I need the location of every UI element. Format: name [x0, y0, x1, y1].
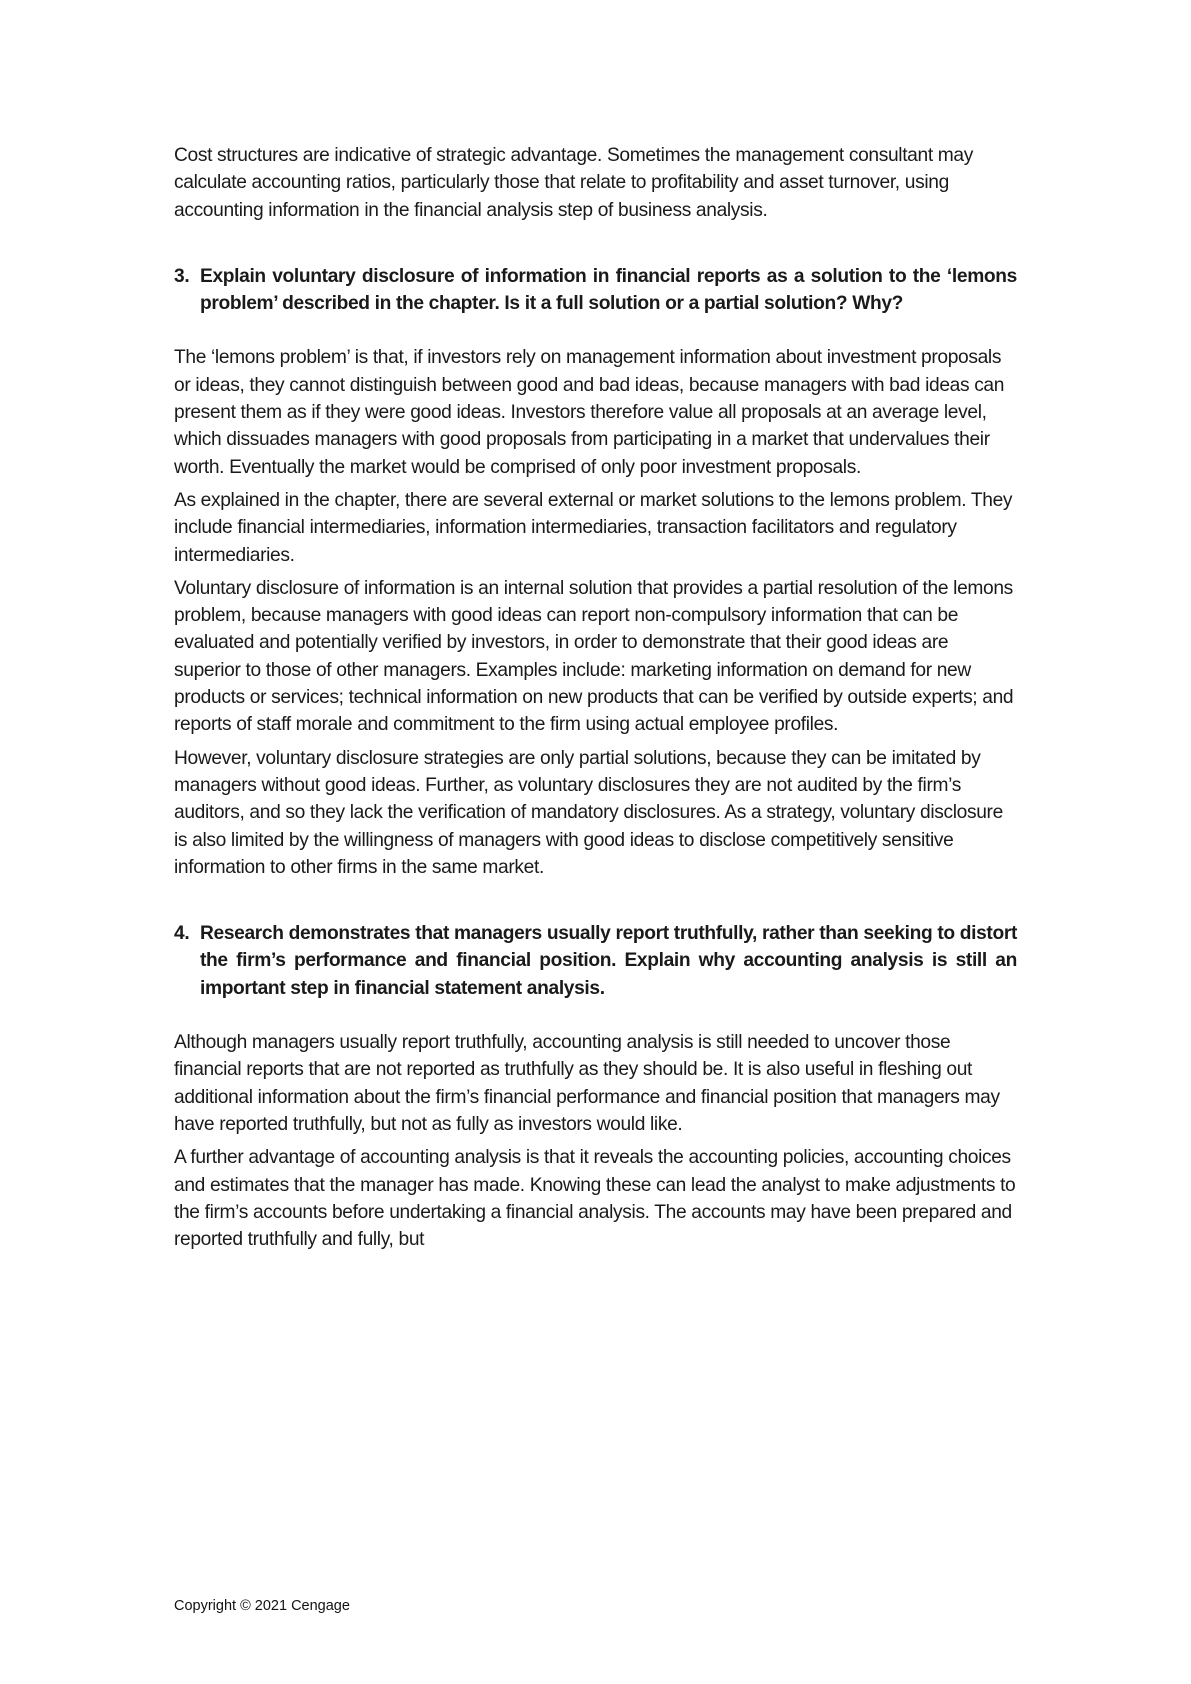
answer-paragraph: As explained in the chapter, there are several external or market solutions to the lemons problem. They include financial intermediaries, information intermediaries, transaction facilitators and regulatory intermediaries. — [174, 489, 1013, 566]
question-number: 3. — [174, 265, 190, 287]
question-3 — [174, 263, 1017, 881]
intro-paragraph: Cost structures are indicative of strategic advantage. Sometimes the management consultant may calculate accounting ratios, particularly those that relate to profitability and asset turnover, using accounting information in the financial analysis step of business analysis. — [174, 145, 973, 221]
spacer — [174, 1002, 1017, 1029]
question-text: Research demonstrates that managers usually report truthfully, rather than seeking to distort the firm’s performance and financial position. Explain why accounting analysis is still an important step in financial statement analysis. — [200, 923, 1017, 999]
spacer — [174, 317, 1017, 344]
question-number: 4. — [174, 923, 190, 945]
spacer — [174, 230, 1017, 263]
page-body — [174, 142, 1017, 1259]
copyright-footer: Copyright © 2021 Cengage — [174, 1598, 350, 1614]
question-text: Explain voluntary disclosure of information in financial reports as a solution to the ‘lemons problem’ described in the chapter. Is it a full solution or a partial solution? Why? — [200, 265, 1017, 315]
question-4 — [174, 920, 1017, 1253]
question-heading — [174, 263, 1017, 318]
answer-paragraph: Voluntary disclosure of information is an internal solution that provides a partial resolution of the lemons problem, because managers with good ideas can report non-compulsory information that can be evaluated and potentially verified by investors, in order to demonstrate that their good ideas are superior to those of other managers. Examples include: marketing information on demand for new products or services; technical information on new products that can be verified by outside experts; and reports of staff morale and commitment to the firm using actual employee profiles. — [174, 577, 1014, 736]
answer-paragraph: However, voluntary disclosure strategies are only partial solutions, because they can be imitated by managers without good ideas. Further, as voluntary disclosures they are not audited by the firm’s auditors, and so they lack the verification of mandatory disclosures. As a strategy, voluntary disclosure is also limited by the willingness of managers with good ideas to disclose competitively sensitive information to other firms in the same market. — [174, 747, 1003, 878]
answer-paragraph: Although managers usually report truthfully, accounting analysis is still needed to uncover those financial reports that are not reported as truthfully as they should be. It is also useful in fleshing out additional information about the firm’s financial performance and financial position that managers may have reported truthfully, but not as fully as investors would like. — [174, 1032, 1000, 1135]
question-heading — [174, 920, 1017, 1002]
answer-paragraph: A further advantage of accounting analysis is that it reveals the accounting policies, accounting choices and estimates that the manager has made. Knowing these can lead the analyst to make adjustments to the firm’s accounts before undertaking a financial analysis. The accounts may have been prepared and reported truthfully and fully, but — [174, 1147, 1016, 1251]
spacer — [174, 887, 1017, 920]
answer-paragraph: The ‘lemons problem’ is that, if investors rely on management information about investment proposals or ideas, they cannot distinguish between good and bad ideas, because managers with bad ideas can present them as if they were good ideas. Investors therefore value all proposals at an average level, which dissuades managers with good proposals from participating in a market that undervalues their worth. Eventually the market would be comprised of only poor investment proposals. — [174, 347, 1005, 478]
